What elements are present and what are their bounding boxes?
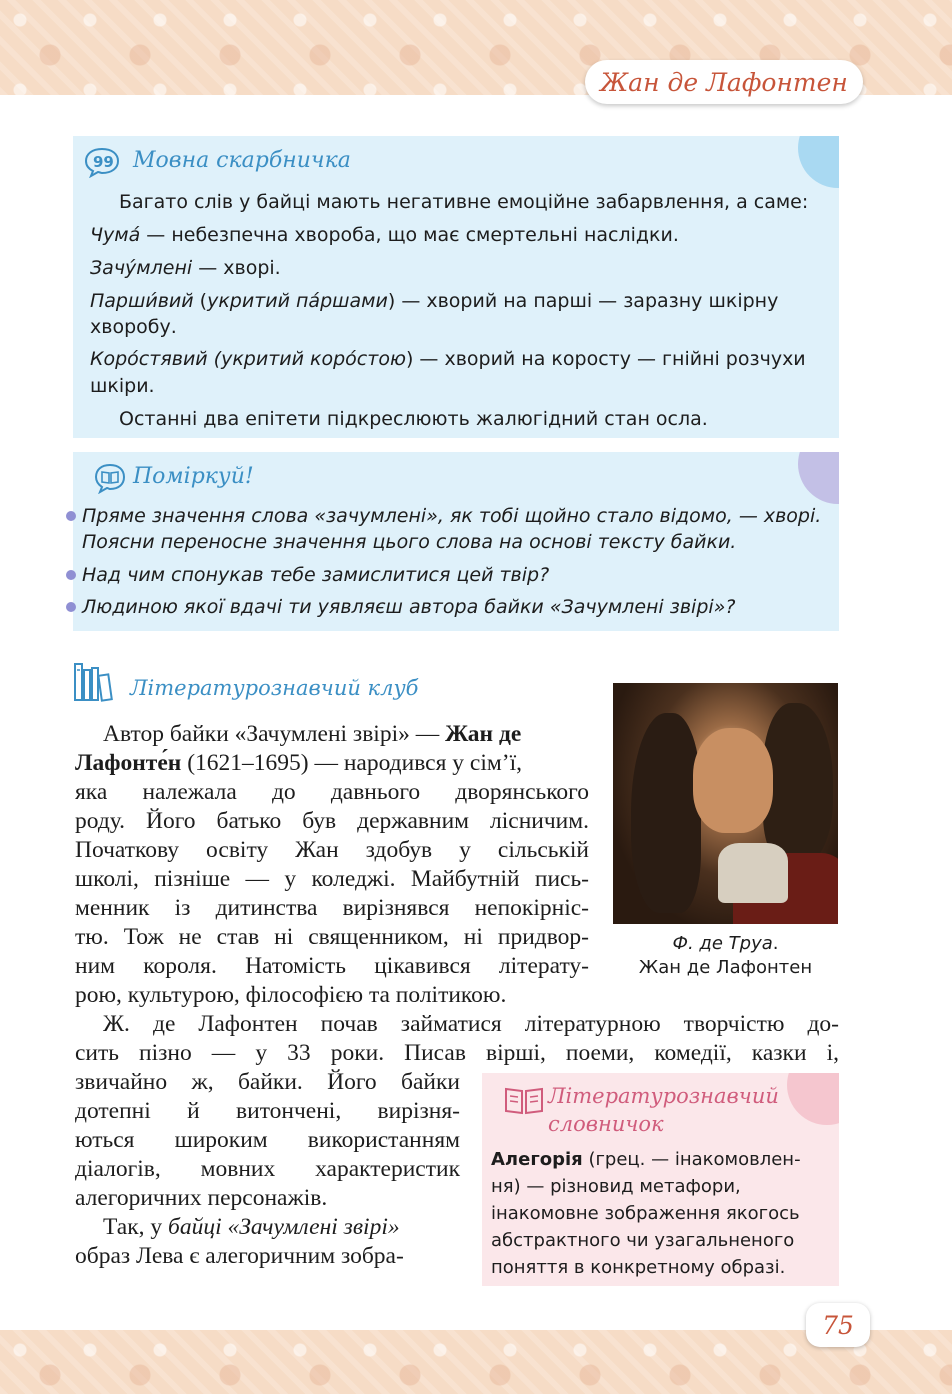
club-text-line: рою, культурою, філософією та політикою. — [75, 982, 507, 1008]
treasury-entry — [90, 255, 281, 281]
entry-term: Чума́ — [90, 224, 141, 246]
open-book-icon — [504, 1083, 544, 1115]
portrait-face — [693, 728, 773, 833]
club-text: (1621–1695) — народився у сім’ї, — [181, 750, 522, 776]
svg-text:99: 99 — [93, 153, 114, 171]
language-treasury-panel — [73, 136, 839, 438]
page-number: 75 — [806, 1303, 870, 1347]
caption-dot: . — [772, 933, 779, 954]
portrait-hair — [631, 713, 701, 913]
bullet-dot — [66, 570, 76, 580]
portrait-caption-line-1 — [613, 933, 838, 954]
club-text-line: тю. Тож не став ні священником, ні придвор- — [75, 924, 589, 950]
think-title: Поміркуй! — [133, 464, 254, 489]
club-text-line: Ж. де Лафонтен почав займатися літературною творчістю до- — [103, 1011, 839, 1037]
club-text: Автор байки «Зачумлені звірі» — — [103, 721, 446, 747]
dictionary-corner-decoration — [787, 1073, 839, 1125]
portrait-image — [613, 683, 838, 924]
author-name: Жан де — [445, 721, 522, 747]
literary-club-title: Літературознавчий клуб — [130, 676, 419, 700]
entry-paren-term: укритий па́ршами — [207, 290, 388, 312]
club-text-line: дотепні й витончені, вирізня- — [75, 1098, 460, 1124]
club-text-line: діалогів, мовних характеристик — [75, 1156, 460, 1182]
club-text-line: сить пізно — у 33 роки. Писав вірші, поеми, комедії, казки і, — [75, 1040, 839, 1066]
author-name: Лафонте́н — [75, 750, 182, 776]
dictionary-title-line-1: Літературознавчий — [548, 1084, 779, 1108]
dictionary-definition-line: поняття в конкретному образі. — [491, 1257, 786, 1278]
treasury-entry — [90, 346, 806, 372]
treasury-title: Мовна скарбничка — [133, 148, 351, 173]
bullet-dot — [66, 602, 76, 612]
club-text-line: образ Лева є алегоричним зобра- — [75, 1243, 404, 1269]
club-text-line: алегоричних персонажів. — [75, 1185, 328, 1211]
dictionary-definition-line: абстрактного чи узагальненого — [491, 1230, 795, 1251]
entry-definition: — небезпечна хвороба, що має смертельні наслідки. — [140, 224, 679, 246]
treasury-entry-cont: хворобу. — [90, 316, 177, 338]
entry-definition: — хворий на парші — заразну шкірну — [395, 290, 779, 312]
club-text-line: ним короля. Натомість цікавився літерату- — [75, 953, 589, 979]
portrait-collar — [718, 843, 788, 903]
literary-dictionary-box — [482, 1073, 839, 1286]
dictionary-definition-line: ня) — різновид метафори, — [491, 1176, 741, 1197]
book-bubble-icon — [93, 462, 127, 494]
club-text-line: школі, пізніше — у коледжі. Майбутній пись- — [75, 866, 589, 892]
dictionary-title-line-2: словничок — [548, 1112, 664, 1136]
treasury-entry — [90, 288, 778, 314]
dictionary-term: Алегорія — [491, 1149, 583, 1170]
treasury-entry-cont: шкіри. — [90, 375, 155, 397]
chapter-title: Жан де Лафонтен — [585, 60, 863, 104]
treasury-outro: Останні два епітети підкреслюють жалюгідний стан осла. — [119, 408, 708, 430]
bullet-dot — [66, 511, 76, 521]
portrait-hair — [763, 703, 833, 863]
fable-reference: байці «Зачумлені звірі» — [168, 1214, 400, 1240]
entry-term: Парши́вий — [90, 290, 194, 312]
club-text-line: роду. Його батько був державним лісничим. — [75, 808, 589, 834]
club-text-line: яка належала до давнього дворянського — [75, 779, 589, 805]
panel-corner-decoration — [798, 136, 839, 188]
treasury-entry — [90, 222, 679, 248]
entry-paren: ) — [387, 290, 396, 312]
question-2: Над чим спонукав тебе замислитися цей твір? — [82, 564, 550, 586]
question-1-line-1: Пряме значення слова «зачумлені», як тобі щойно стало відомо, — хворі. — [82, 505, 822, 527]
question-1-line-2: Поясни переносне значення цього слова на основі тексту байки. — [82, 531, 737, 553]
entry-term: Коро́стявий (укритий коро́стою — [90, 348, 406, 370]
bookshelf-icon — [73, 662, 113, 702]
club-text-line: звичайно ж, байки. Його байки — [75, 1069, 460, 1095]
entry-definition: ) — хворий на коросту — гнійні розчухи — [405, 348, 806, 370]
club-text-line: ються широким використанням — [75, 1127, 460, 1153]
question-3: Людиною якої вдачі ти уявляєш автора байки «Зачумлені звірі»? — [82, 596, 736, 618]
club-text-line: менник із дитинства вирізнявся непокірніс- — [75, 895, 589, 921]
portrait-author: Ф. де Труа — [672, 933, 773, 954]
entry-term: Зачу́млені — [90, 257, 193, 279]
club-text-line — [103, 1213, 400, 1242]
treasury-intro: Багато слів у байці мають негативне емоційне забарвлення, а саме: — [119, 191, 809, 213]
dictionary-definition-line — [491, 1146, 801, 1173]
dictionary-definition-line: інакомовне зображення якогось — [491, 1203, 800, 1224]
entry-definition: — хворі. — [192, 257, 281, 279]
panel-corner-decoration — [798, 452, 839, 504]
club-text-line — [75, 749, 522, 778]
club-text: Так, у — [103, 1214, 168, 1240]
portrait-caption-line-2: Жан де Лафонтен — [638, 957, 813, 978]
club-text-line — [75, 720, 589, 749]
entry-paren: ( — [193, 290, 208, 312]
dictionary-text: (грец. — інакомовлен- — [582, 1149, 801, 1170]
quote-bubble-icon — [83, 146, 121, 178]
club-text-line: Початкову освіту Жан здобув у сільській — [75, 837, 589, 863]
